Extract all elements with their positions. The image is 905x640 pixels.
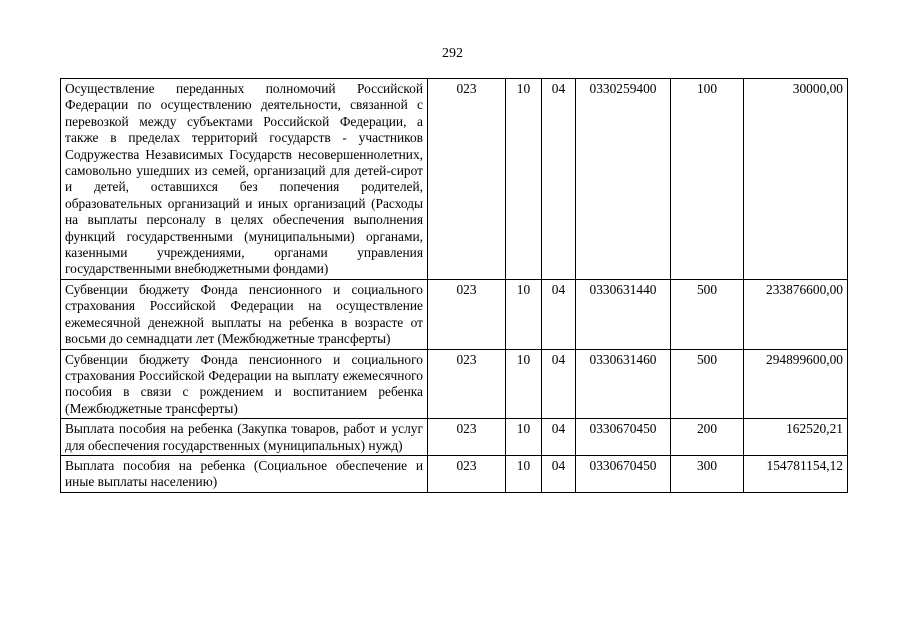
row-amount: 154781154,12 bbox=[744, 455, 848, 492]
table-row bbox=[61, 419, 848, 456]
row-grbs-code: 023 bbox=[428, 279, 506, 349]
row-subsection-code: 04 bbox=[542, 349, 576, 419]
row-section-code: 10 bbox=[506, 419, 542, 456]
row-section-code: 10 bbox=[506, 279, 542, 349]
table-row bbox=[61, 279, 848, 349]
row-description: Осуществление переданных полномочий Российской Федерации по осуществлению деятельности, связанной с перевозкой между субъектами Российской Федерации, а также в пределах территорий государств - участников Содружества Независимых Государств несовершеннолетних, самовольно ушедших из семей, организаций для детей-сирот и детей, оставшихся без попечения родителей, образовательных организаций и иных организаций (Расходы на выплаты персоналу в целях обеспечения выполнения функций государственными (муниципальными) органами, казенными учреждениями, органами управления государственными внебюджетными фондами) bbox=[61, 79, 428, 280]
row-grbs-code: 023 bbox=[428, 79, 506, 280]
row-description: Субвенции бюджету Фонда пенсионного и социального страхования Российской Федерации на осуществление ежемесячной денежной выплаты на ребенка в возрасте от восьми до семнадцати лет (Межбюджетные трансферты) bbox=[61, 279, 428, 349]
row-amount: 30000,00 bbox=[744, 79, 848, 280]
row-amount: 233876600,00 bbox=[744, 279, 848, 349]
row-subsection-code: 04 bbox=[542, 419, 576, 456]
row-section-code: 10 bbox=[506, 349, 542, 419]
row-target-article-code: 0330631440 bbox=[576, 279, 671, 349]
row-expense-type-code: 200 bbox=[671, 419, 744, 456]
row-grbs-code: 023 bbox=[428, 419, 506, 456]
table-row bbox=[61, 349, 848, 419]
table-row bbox=[61, 455, 848, 492]
row-subsection-code: 04 bbox=[542, 79, 576, 280]
row-description: Выплата пособия на ребенка (Закупка товаров, работ и услуг для обеспечения государственных (муниципальных) нужд) bbox=[61, 419, 428, 456]
page-number: 292 bbox=[442, 46, 463, 61]
row-expense-type-code: 300 bbox=[671, 455, 744, 492]
row-target-article-code: 0330259400 bbox=[576, 79, 671, 280]
budget-table bbox=[60, 78, 848, 493]
row-subsection-code: 04 bbox=[542, 279, 576, 349]
row-expense-type-code: 500 bbox=[671, 349, 744, 419]
table-row bbox=[61, 79, 848, 280]
row-target-article-code: 0330631460 bbox=[576, 349, 671, 419]
row-section-code: 10 bbox=[506, 79, 542, 280]
row-description: Выплата пособия на ребенка (Социальное обеспечение и иные выплаты населению) bbox=[61, 455, 428, 492]
row-grbs-code: 023 bbox=[428, 455, 506, 492]
row-amount: 294899600,00 bbox=[744, 349, 848, 419]
row-expense-type-code: 500 bbox=[671, 279, 744, 349]
row-description: Субвенции бюджету Фонда пенсионного и социального страхования Российской Федерации на выплату ежемесячного пособия в связи с рождением и воспитанием ребенка (Межбюджетные трансферты) bbox=[61, 349, 428, 419]
row-amount: 162520,21 bbox=[744, 419, 848, 456]
row-target-article-code: 0330670450 bbox=[576, 455, 671, 492]
row-target-article-code: 0330670450 bbox=[576, 419, 671, 456]
row-grbs-code: 023 bbox=[428, 349, 506, 419]
row-section-code: 10 bbox=[506, 455, 542, 492]
row-subsection-code: 04 bbox=[542, 455, 576, 492]
row-expense-type-code: 100 bbox=[671, 79, 744, 280]
